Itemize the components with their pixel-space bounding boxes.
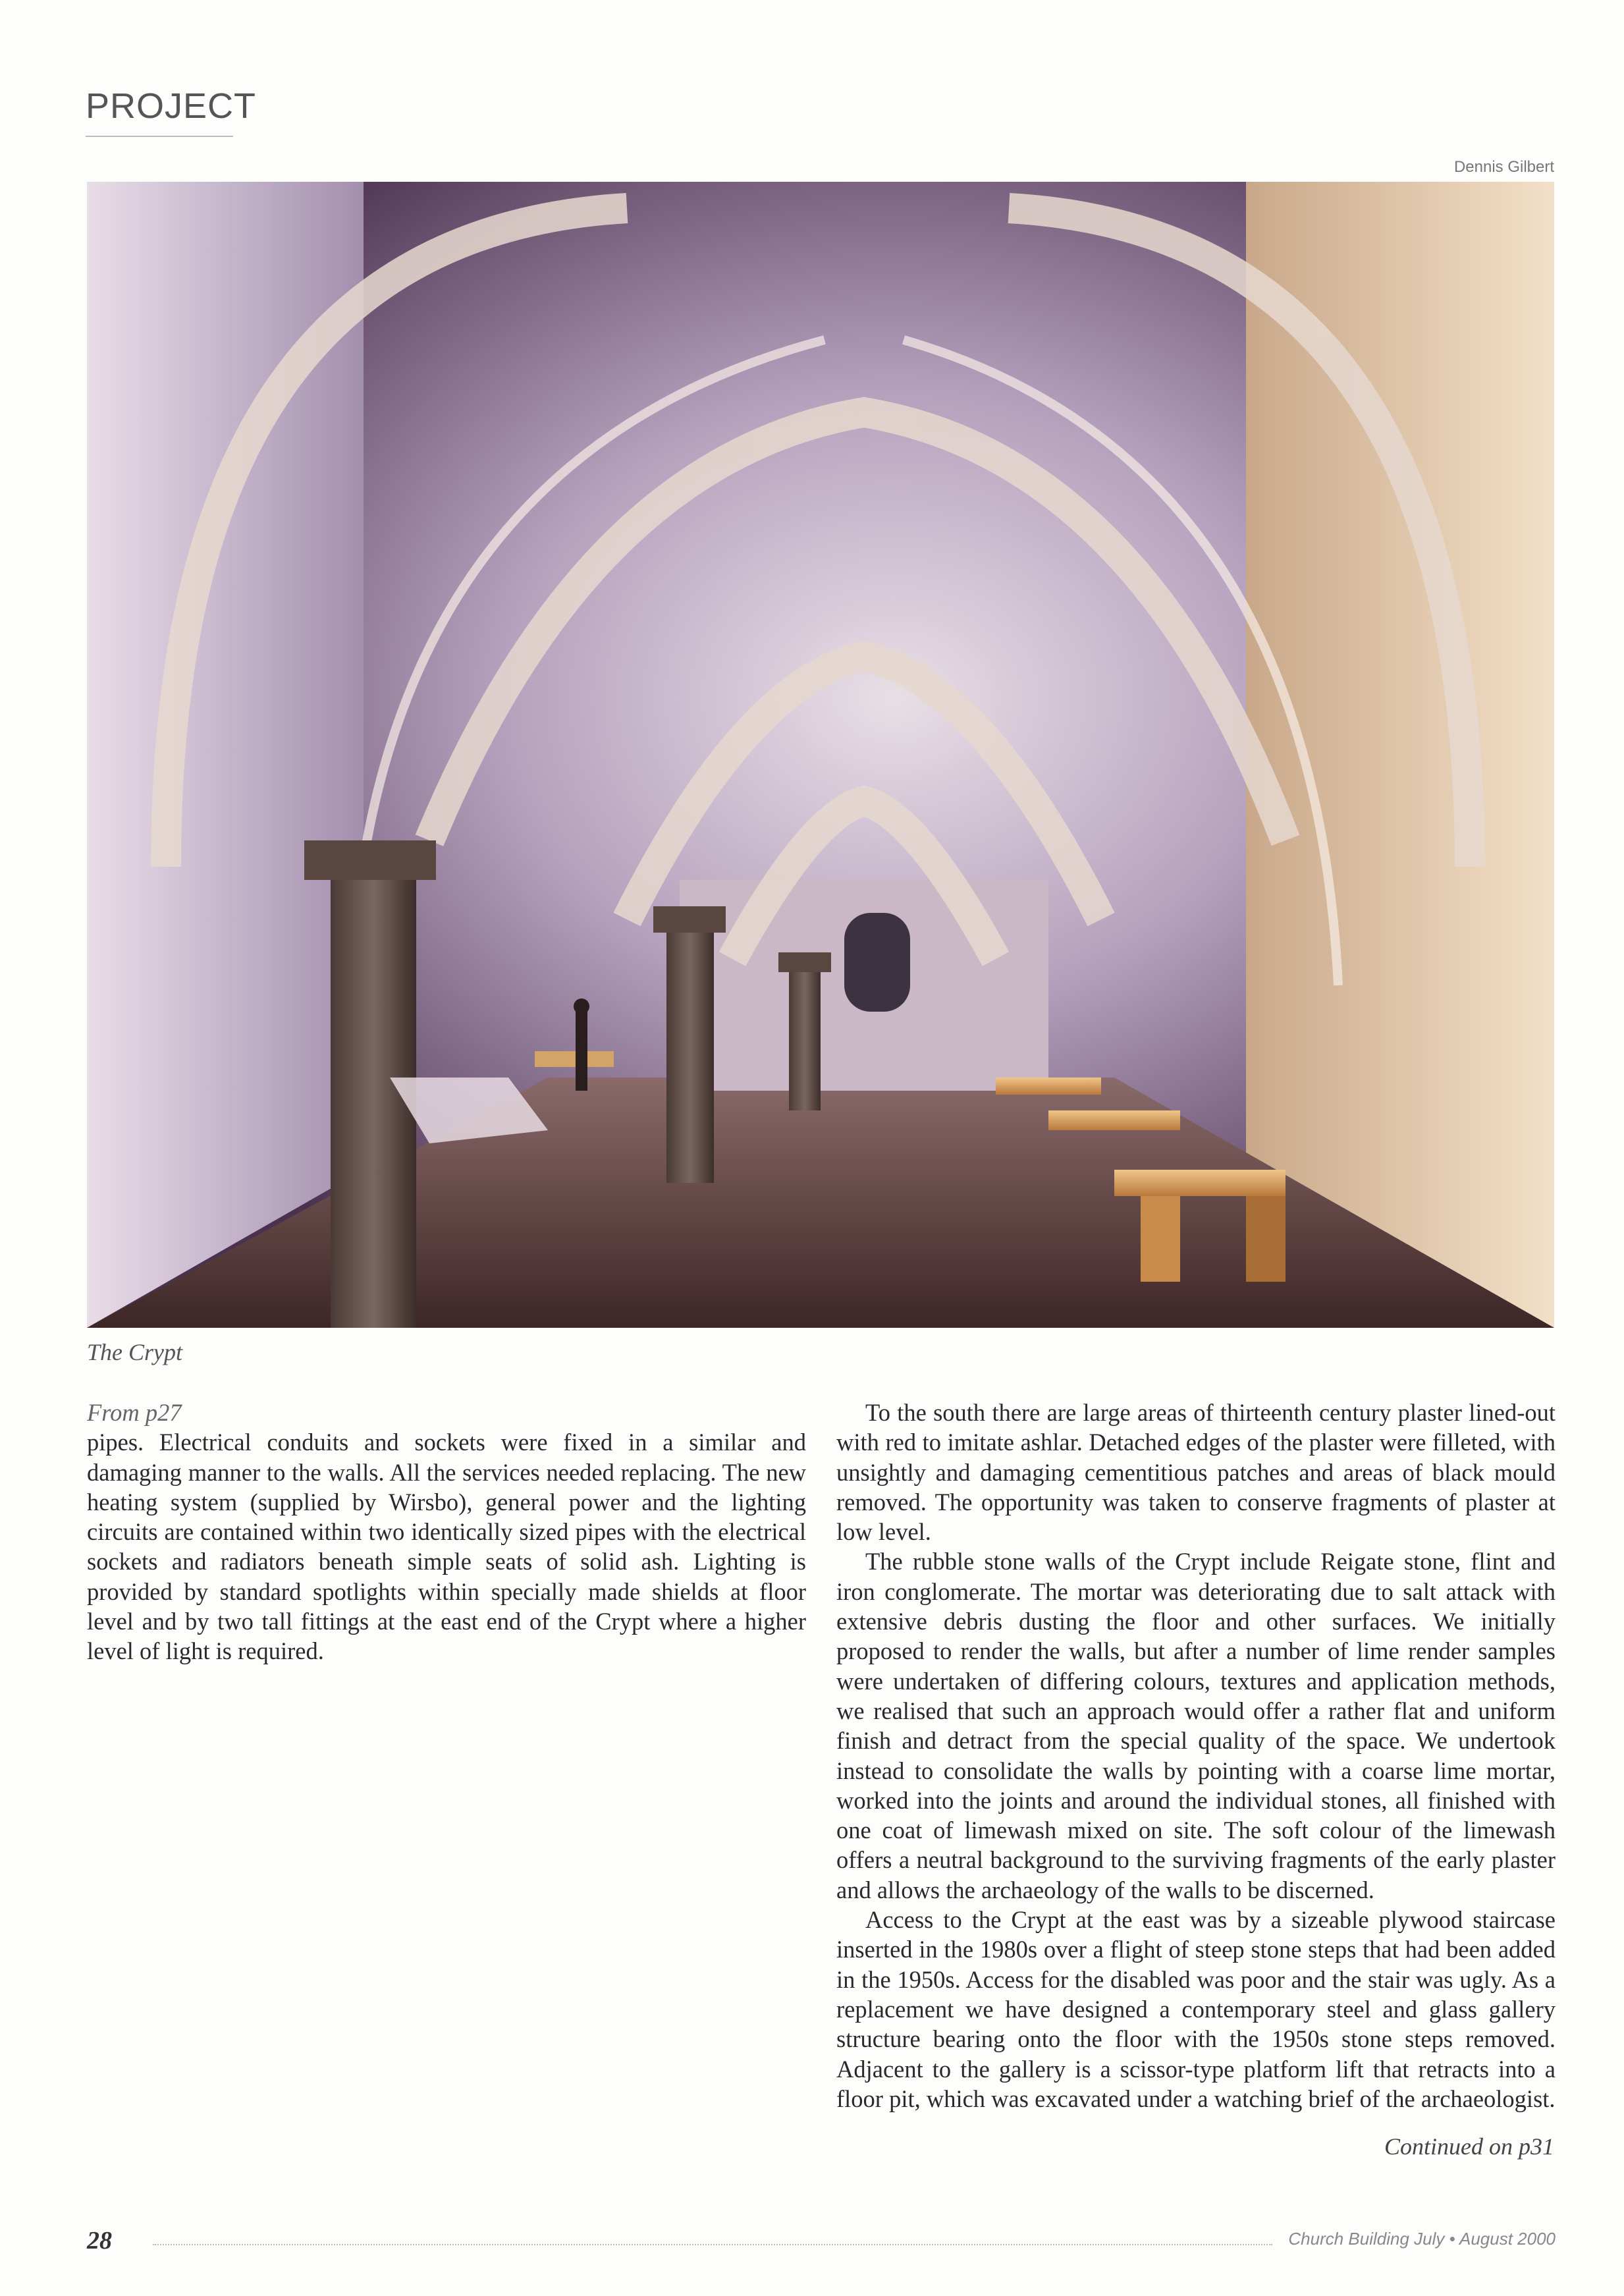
article-right-column — [836, 1398, 1556, 2114]
section-title: PROJECT — [86, 86, 257, 126]
paragraph: To the south there are large areas of thirteenth century plaster lined-out with red to imitate ashlar. Detached edges of the plaster were filleted, with unsightly and damaging cementitious patches and areas of black mould removed. The opportunity was taken to conserve fragments of plaster at low level. — [836, 1399, 1556, 1546]
continued-reference: Continued on p31 — [1384, 2133, 1554, 2160]
paragraph: Access to the Crypt at the east was by a sizeable plywood staircase inserted in the 1980s over a flight of steep stone steps that had been added in the 1950s. Access for the disabled was poor and the stair was ugly. As a replacement we have designed a contemporary steel and glass gallery structure bearing onto the floor with the 1950s stone steps removed. Adjacent to the gallery is a scissor-type platform lift that retracts into a floor pit, which was excavated under a watching brief of the archaeologist. — [836, 1906, 1556, 2112]
article-left-column — [87, 1398, 806, 1666]
page-number: 28 — [87, 2227, 112, 2255]
publication-info: Church Building July • August 2000 — [1288, 2229, 1556, 2249]
footer-divider — [153, 2244, 1272, 2245]
paragraph: The rubble stone walls of the Crypt include Reigate stone, flint and iron conglomerate. The mortar was deteriorating due to salt attack with extensive debris dusting the floor and other surfaces. We initially proposed to render the walls, but after a number of lime render samples were undertaken of differing colours, textures and application methods, we realised that such an approach would offer a rather flat and uniform finish and detract from the special quality of the space. We undertook instead to consolidate the walls by pointing with a coarse lime mortar, worked into the joints and around the individual stones, all finished with one coat of limewash mixed on site. The soft colour of the limewash offers a neutral background to the surviving fragments of the early plaster and allows the archaeology of the walls to be discerned. — [836, 1548, 1556, 1903]
section-title-rule — [86, 136, 233, 137]
photo-credit: Dennis Gilbert — [1453, 158, 1554, 176]
paragraph: pipes. Electrical conduits and sockets were fixed in a similar and damaging manner to the walls. All the services needed replacing. The new heating system (supplied by Wirsbo), general power and the lighting circuits are contained within two identically sized pipes with the electrical sockets and radiators beneath simple seats of solid ash. Lighting is provided by standard spotlights within specially made shields at floor level and by two tall fittings at the east end of the Crypt where a higher level of light is required. — [87, 1429, 806, 1665]
from-page-reference: From p27 — [87, 1399, 182, 1426]
crypt-photo — [87, 182, 1554, 1328]
crypt-photo-illustration — [87, 182, 1554, 1328]
photo-caption: The Crypt — [87, 1339, 183, 1365]
